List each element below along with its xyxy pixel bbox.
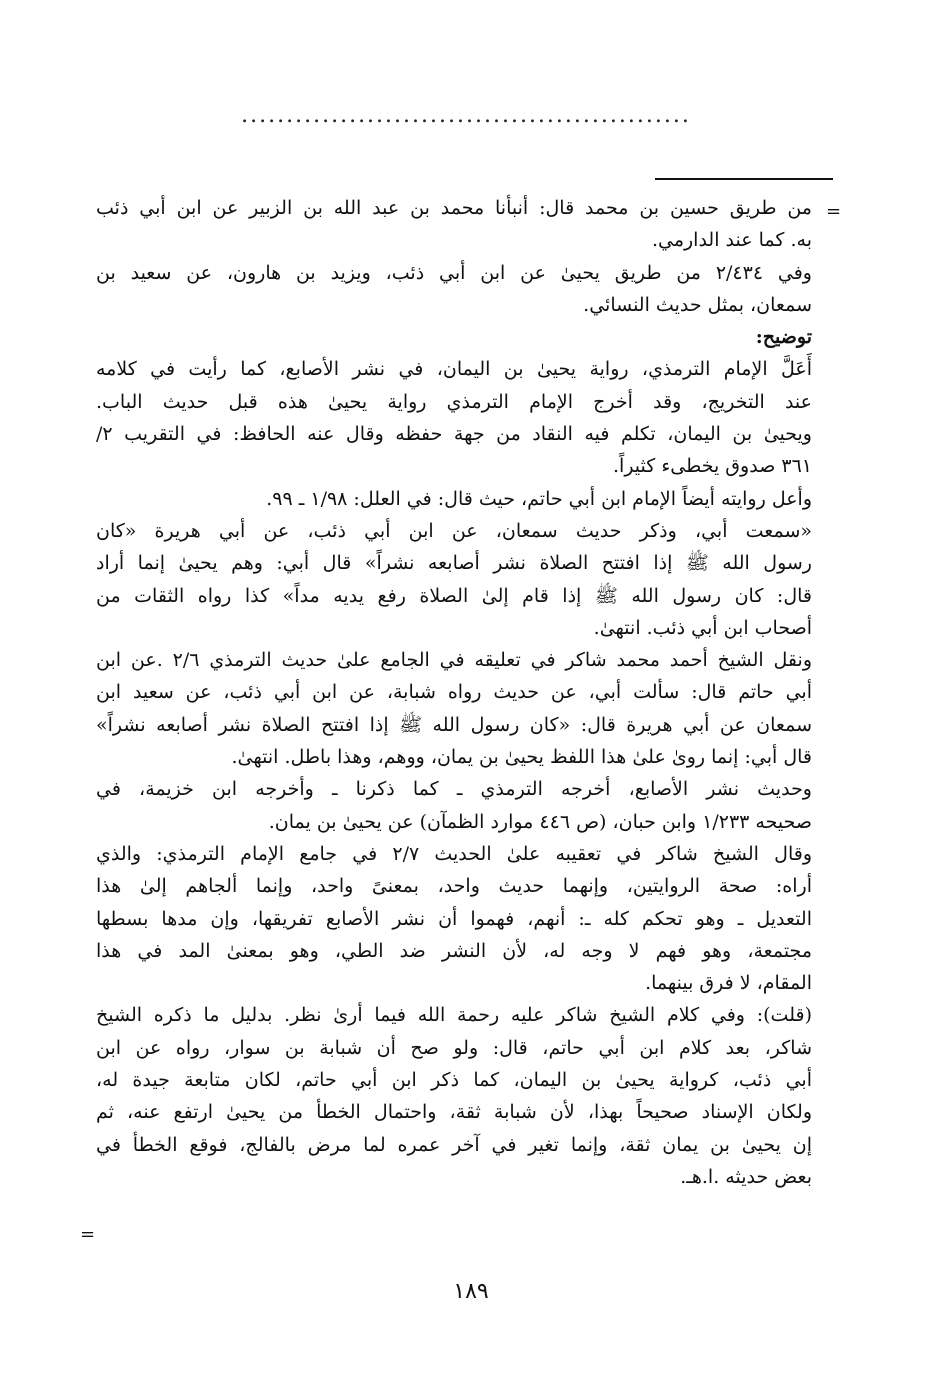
footnote-body (96, 192, 812, 1193)
footnote-rule (655, 178, 833, 180)
text-line: قال: كان رسول الله ﷺ إذا قام إلىٰ الصلاة رفع يديه مداً» كذا رواه الثقات من (96, 584, 812, 607)
text-line: قال أبي: إنما روىٰ علىٰ هذا اللفظ يحيىٰ بن يمان، ووهم، وهذا باطل. انتهىٰ. (231, 746, 812, 769)
text-line: إن يحيىٰ بن يمان ثقة، وإنما تغير في آخر عمره لما مرض بالفالج، فوقع الخطأ في (96, 1133, 812, 1156)
text-line: (قلت): وفي كلام الشيخ شاكر عليه رحمة الله فيما أرىٰ نظر. بدليل ما ذكره الشيخ (96, 1004, 812, 1027)
text-line: وفي ٢/٤٣٤ من طريق يحيىٰ عن ابن أبي ذئب، ويزيد بن هارون، عن سعيد بن (96, 261, 812, 284)
text-line: وقال الشيخ شاكر في تعقيبه علىٰ الحديث ٢/٧ في جامع الإمام الترمذي: والذي (96, 842, 812, 865)
text-line: وأعل روايته أيضاً الإمام ابن أبي حاتم، حيث قال: في العلل: ١/٩٨ ـ ٩٩. (266, 487, 812, 510)
text-line: ونقل الشيخ أحمد محمد شاكر في تعليقه في الجامع علىٰ حديث الترمذي ٢/٦ .عن ابن (96, 649, 812, 672)
text-line: من طريق حسين بن محمد قال: أنبأنا محمد بن عبد الله بن الزبير عن ابن أبي ذئب (96, 197, 812, 219)
text-line: شاكر، بعد كلام ابن أبي حاتم، قال: ولو صح أن شبابة بن سوار، رواه عن ابن (96, 1036, 812, 1059)
text-line: عند التخريج، وقد أخرج الإمام الترمذي رواية يحيىٰ هذه قبل حديث الباب. (96, 390, 812, 413)
text-line: ٣٦١ صدوق يخطىء كثيراً. (613, 455, 812, 478)
continuation-mark-top: = (826, 201, 842, 222)
text-line: ولكان الإسناد صحيحاً بهذا، لأن شبابة ثقة، واحتمال الخطأ من يحيىٰ ارتفع عنه، ثم (96, 1101, 812, 1124)
text-line: صحيحه ١/٢٣٣ وابن حبان، (ص ٤٤٦ موارد الظمآن) عن يحيىٰ بن يمان. (268, 810, 812, 833)
text-line: أبي حاتم قال: سألت أبي، عن حديث رواه شبابة، عن ابن أبي ذئب، عن سعيد ابن (96, 681, 812, 704)
text-line: أراه: صحة الروايتين، وإنهما حديث واحد، بمعنىً واحد، وإنما ألجاهم إلىٰ هذا (96, 875, 812, 898)
continuation-mark-bottom: = (80, 1224, 96, 1245)
text-line: التعديل ـ وهو تحكم كله ـ: أنهم، فهموا أن نشر الأصابع تفريقها، وإن مدها بسطها (96, 907, 812, 930)
text-line: به. كما عند الدارمي. (651, 229, 812, 252)
text-line: أبي ذئب، كرواية يحيىٰ بن اليمان، كما ذكر ابن أبي حاتم، لكان متابعة جيدة له، (96, 1069, 812, 1092)
top-dotted-separator: .................................................. (241, 106, 691, 126)
text-line: المقام، لا فرق بينهما. (645, 972, 812, 995)
text-line: أصحاب ابن أبي ذئب. انتهىٰ. (593, 616, 812, 639)
section-heading: توضيح: (755, 326, 812, 349)
page-number: ١٨٩ (453, 1279, 489, 1304)
text-line: بعض حديثه .ا.هـ. (680, 1165, 812, 1188)
text-line: وحديث نشر الأصابع، أخرجه الترمذي ـ كما ذكرنا ـ وأخرجه ابن خزيمة، في (96, 778, 812, 801)
text-line: «سمعت أبي، وذكر حديث سمعان، عن ابن أبي ذئب، عن أبي هريرة «كان (96, 519, 812, 542)
text-line: رسول الله ﷺ إذا افتتح الصلاة نشر أصابعه نشراً» قال أبي: وهم يحيىٰ إنما أراد (96, 552, 812, 575)
text-line: مجتمعة، وهو فهم لا وجه له، لأن النشر ضد الطي، وهو بمعنىٰ المد في هذا (96, 939, 812, 962)
text-line: ويحيىٰ بن اليمان، تكلم فيه النقاد من جهة حفظه وقال عنه الحافظ: في التقريب ٢/ (96, 423, 812, 446)
text-line: أَعَلَّ الإمام الترمذي، رواية يحيىٰ بن اليمان، في نشر الأصابع، كما رأيت في كلامه (96, 358, 812, 381)
text-line: سمعان، بمثل حديث النسائي. (583, 293, 812, 316)
text-line: سمعان عن أبي هريرة قال: «كان رسول الله ﷺ إذا افتتح الصلاة نشر أصابعه نشراً» (96, 713, 812, 736)
